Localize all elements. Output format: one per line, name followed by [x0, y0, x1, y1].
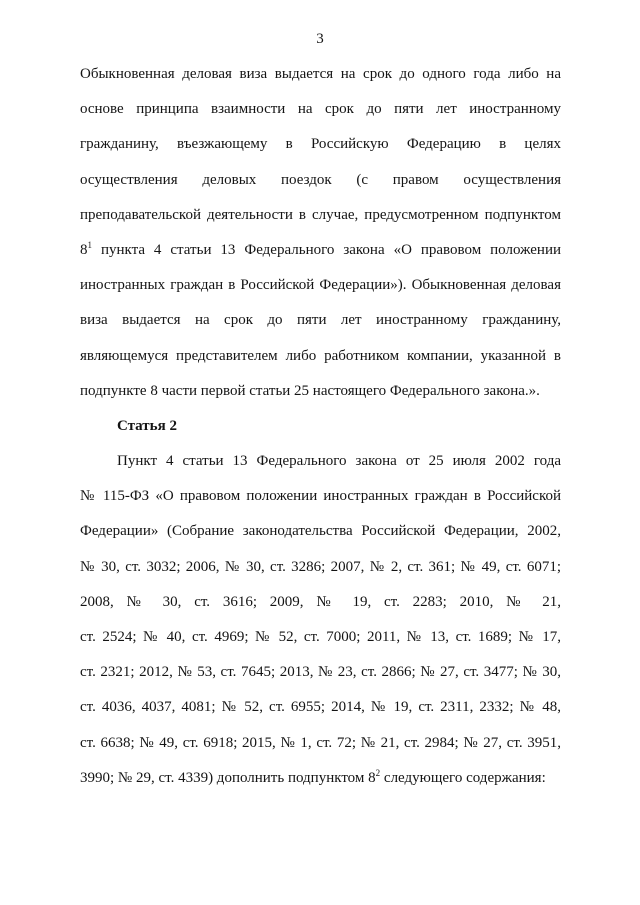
text-line: № 115-ФЗ «О правовом положении иностранных граждан в Российской — [80, 488, 561, 505]
text-line: виза выдается на срок до пяти лет иностранному гражданину, — [80, 312, 561, 329]
superscript-digit: 1 — [87, 239, 92, 250]
text-line: осуществления деловых поездок (с правом осуществления — [80, 171, 561, 188]
text-line: Пункт 4 статьи 13 Федерального закона от 25 июля 2002 года — [117, 453, 561, 470]
page-number: 3 — [316, 31, 324, 47]
text-line: являющемуся представителем либо работником компании, указанной в — [80, 347, 561, 364]
text-line: Обыкновенная деловая виза выдается на срок до одного года либо на — [80, 66, 561, 82]
text-line: Федерации» (Собрание законодательства Российской Федерации, 2002, — [80, 523, 561, 540]
text-line: № 30, ст. 3032; 2006, № 30, ст. 3286; 2007, № 2, ст. 361; № 49, ст. 6071; — [80, 558, 561, 575]
text-segment: следующего содержания: — [380, 769, 546, 786]
text-line: ст. 6638; № 49, ст. 6918; 2015, № 1, ст. 72; № 21, ст. 2984; № 27, ст. 3951, — [80, 734, 561, 751]
text-line: 2008, № 30, ст. 3616; 2009, № 19, ст. 2283; 2010, № 21, — [80, 593, 561, 610]
text-line: основе принципа взаимности на срок до пяти лет иностранному — [80, 101, 561, 118]
text-line: иностранных граждан в Российской Федерации»). Обыкновенная деловая — [80, 277, 561, 294]
text-line: ст. 2524; № 40, ст. 4969; № 52, ст. 7000; 2011, № 13, ст. 1689; № 17, — [80, 629, 561, 645]
text-line: ст. 4036, 4037, 4081; № 52, ст. 6955; 2014, № 19, ст. 2311, 2332; № 48, — [80, 699, 561, 716]
text-line: подпункте 8 части первой статьи 25 настоящего Федерального закона.». — [80, 382, 540, 399]
text-segment: 8 — [80, 241, 88, 258]
text-line: ст. 2321; 2012, № 53, ст. 7645; 2013, № 23, ст. 2866; № 27, ст. 3477; № 30, — [80, 664, 561, 681]
text-segment: 3990; № 29, ст. 4339) дополнить подпунктом 8 — [80, 769, 376, 786]
document-body — [0, 57, 640, 796]
text-line-superscript — [80, 761, 561, 796]
article-2-heading: Статья 2 — [117, 417, 177, 434]
superscript-digit: 2 — [375, 767, 381, 778]
text-line: преподавательской деятельности в случае, предусмотренном подпунктом — [80, 206, 561, 223]
text-line: гражданину, въезжающему в Российскую Федерацию в целях — [80, 136, 561, 153]
text-line-superscript — [80, 233, 561, 268]
text-segment: пункта 4 статьи 13 Федерального закона «О правовом положении — [92, 241, 561, 258]
